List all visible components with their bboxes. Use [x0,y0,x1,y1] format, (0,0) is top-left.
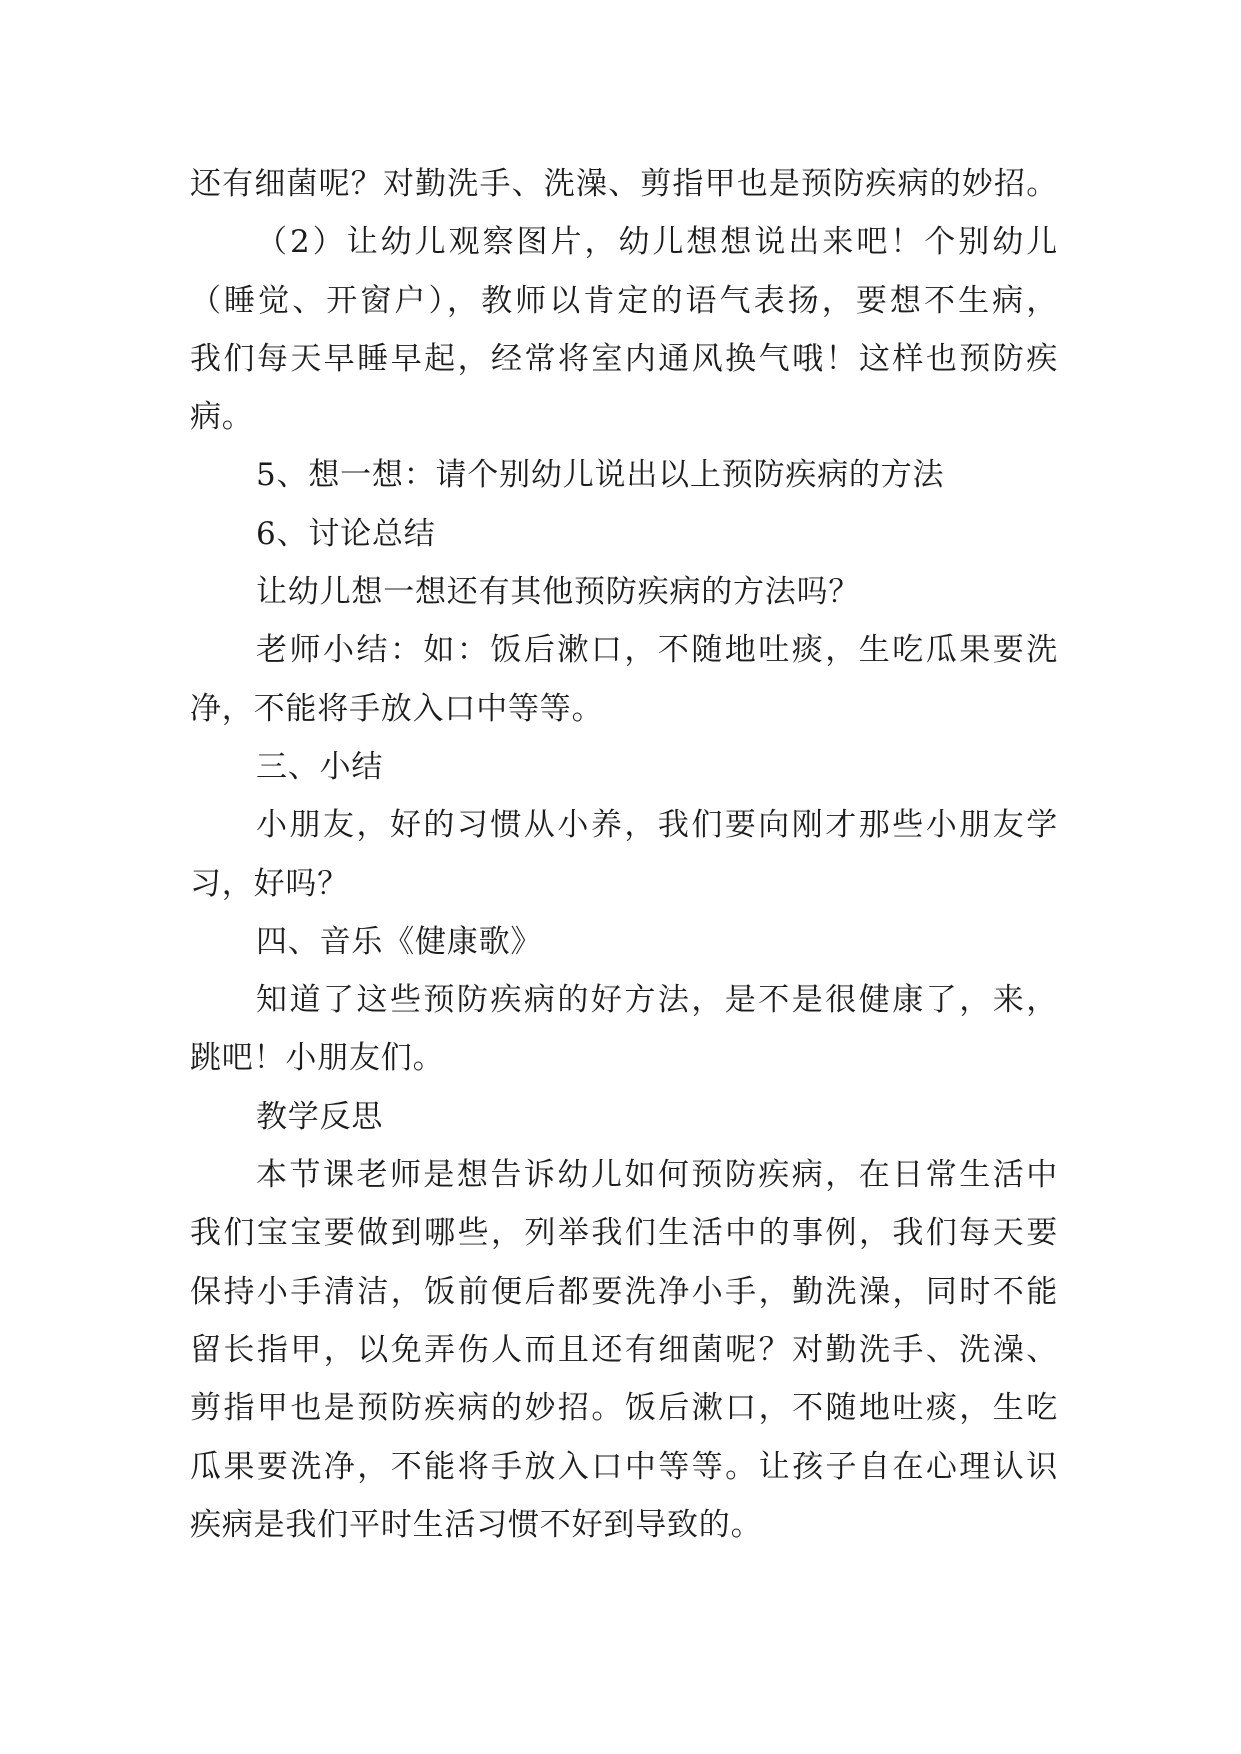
text-line: 瓜果要洗净，不能将手放入口中等等。让孩子自在心理认识 [190,1448,1058,1485]
text-line: 让幼儿想一想还有其他预防疾病的方法吗？ [256,574,861,611]
paragraph [190,621,1058,738]
text-line: 疾病是我们平时生活习惯不好到导致的。 [190,1506,763,1543]
text-line: 还有细菌呢？对勤洗手、洗澡、剪指甲也是预防疾病的妙招。 [190,166,1058,202]
text-line: 知道了这些预防疾病的好方法，是不是很健康了，来， [256,982,1058,1019]
text-line: 6、讨论总结 [256,515,436,552]
text-line: （睡觉、开窗户），教师以肯定的语气表扬，要想不生病， [190,282,1058,319]
paragraph [190,796,1058,913]
text-line: 本节课老师是想告诉幼儿如何预防疾病，在日常生活中 [256,1157,1058,1194]
text-line: 老师小结：如：饭后漱口，不随地吐痰，生吃瓜果要洗 [256,632,1058,669]
text-line: 小朋友，好的习惯从小养，我们要向刚才那些小朋友学 [256,807,1058,844]
paragraph [190,446,1058,504]
text-line: 习，好吗？ [190,865,349,902]
paragraph [190,213,1058,446]
document-body [190,155,1058,1554]
paragraph [190,563,1058,621]
paragraph [190,971,1058,1088]
section-heading [190,505,1058,563]
paragraph [190,155,1058,213]
text-line: 病。 [190,399,254,436]
text-line: （2）让幼儿观察图片，幼儿想想说出来吧！个别幼儿 [256,224,1058,261]
text-line: 三、小结 [256,748,384,785]
section-heading [190,1088,1058,1146]
text-line: 四、音乐《健康歌》 [256,923,543,960]
paragraph [190,1146,1058,1554]
text-line: 保持小手清洁，饭前便后都要洗净小手，勤洗澡，同时不能 [190,1273,1058,1310]
text-line: 留长指甲，以免弄伤人而且还有细菌呢？对勤洗手、洗澡、 [190,1331,1058,1368]
section-heading [190,738,1058,796]
text-line: 我们宝宝要做到哪些，列举我们生活中的事例，我们每天要 [190,1215,1058,1252]
section-heading [190,913,1058,971]
text-line: 我们每天早睡早起，经常将室内通风换气哦！这样也预防疾 [190,340,1058,377]
text-line: 教学反思 [256,1098,384,1135]
text-line: 剪指甲也是预防疾病的妙招。饭后漱口，不随地吐痰，生吃 [190,1390,1058,1427]
text-line: 净，不能将手放入口中等等。 [190,690,604,727]
text-line: 5、想一想：请个别幼儿说出以上预防疾病的方法 [256,457,945,494]
text-line: 跳吧！小朋友们。 [190,1040,445,1077]
